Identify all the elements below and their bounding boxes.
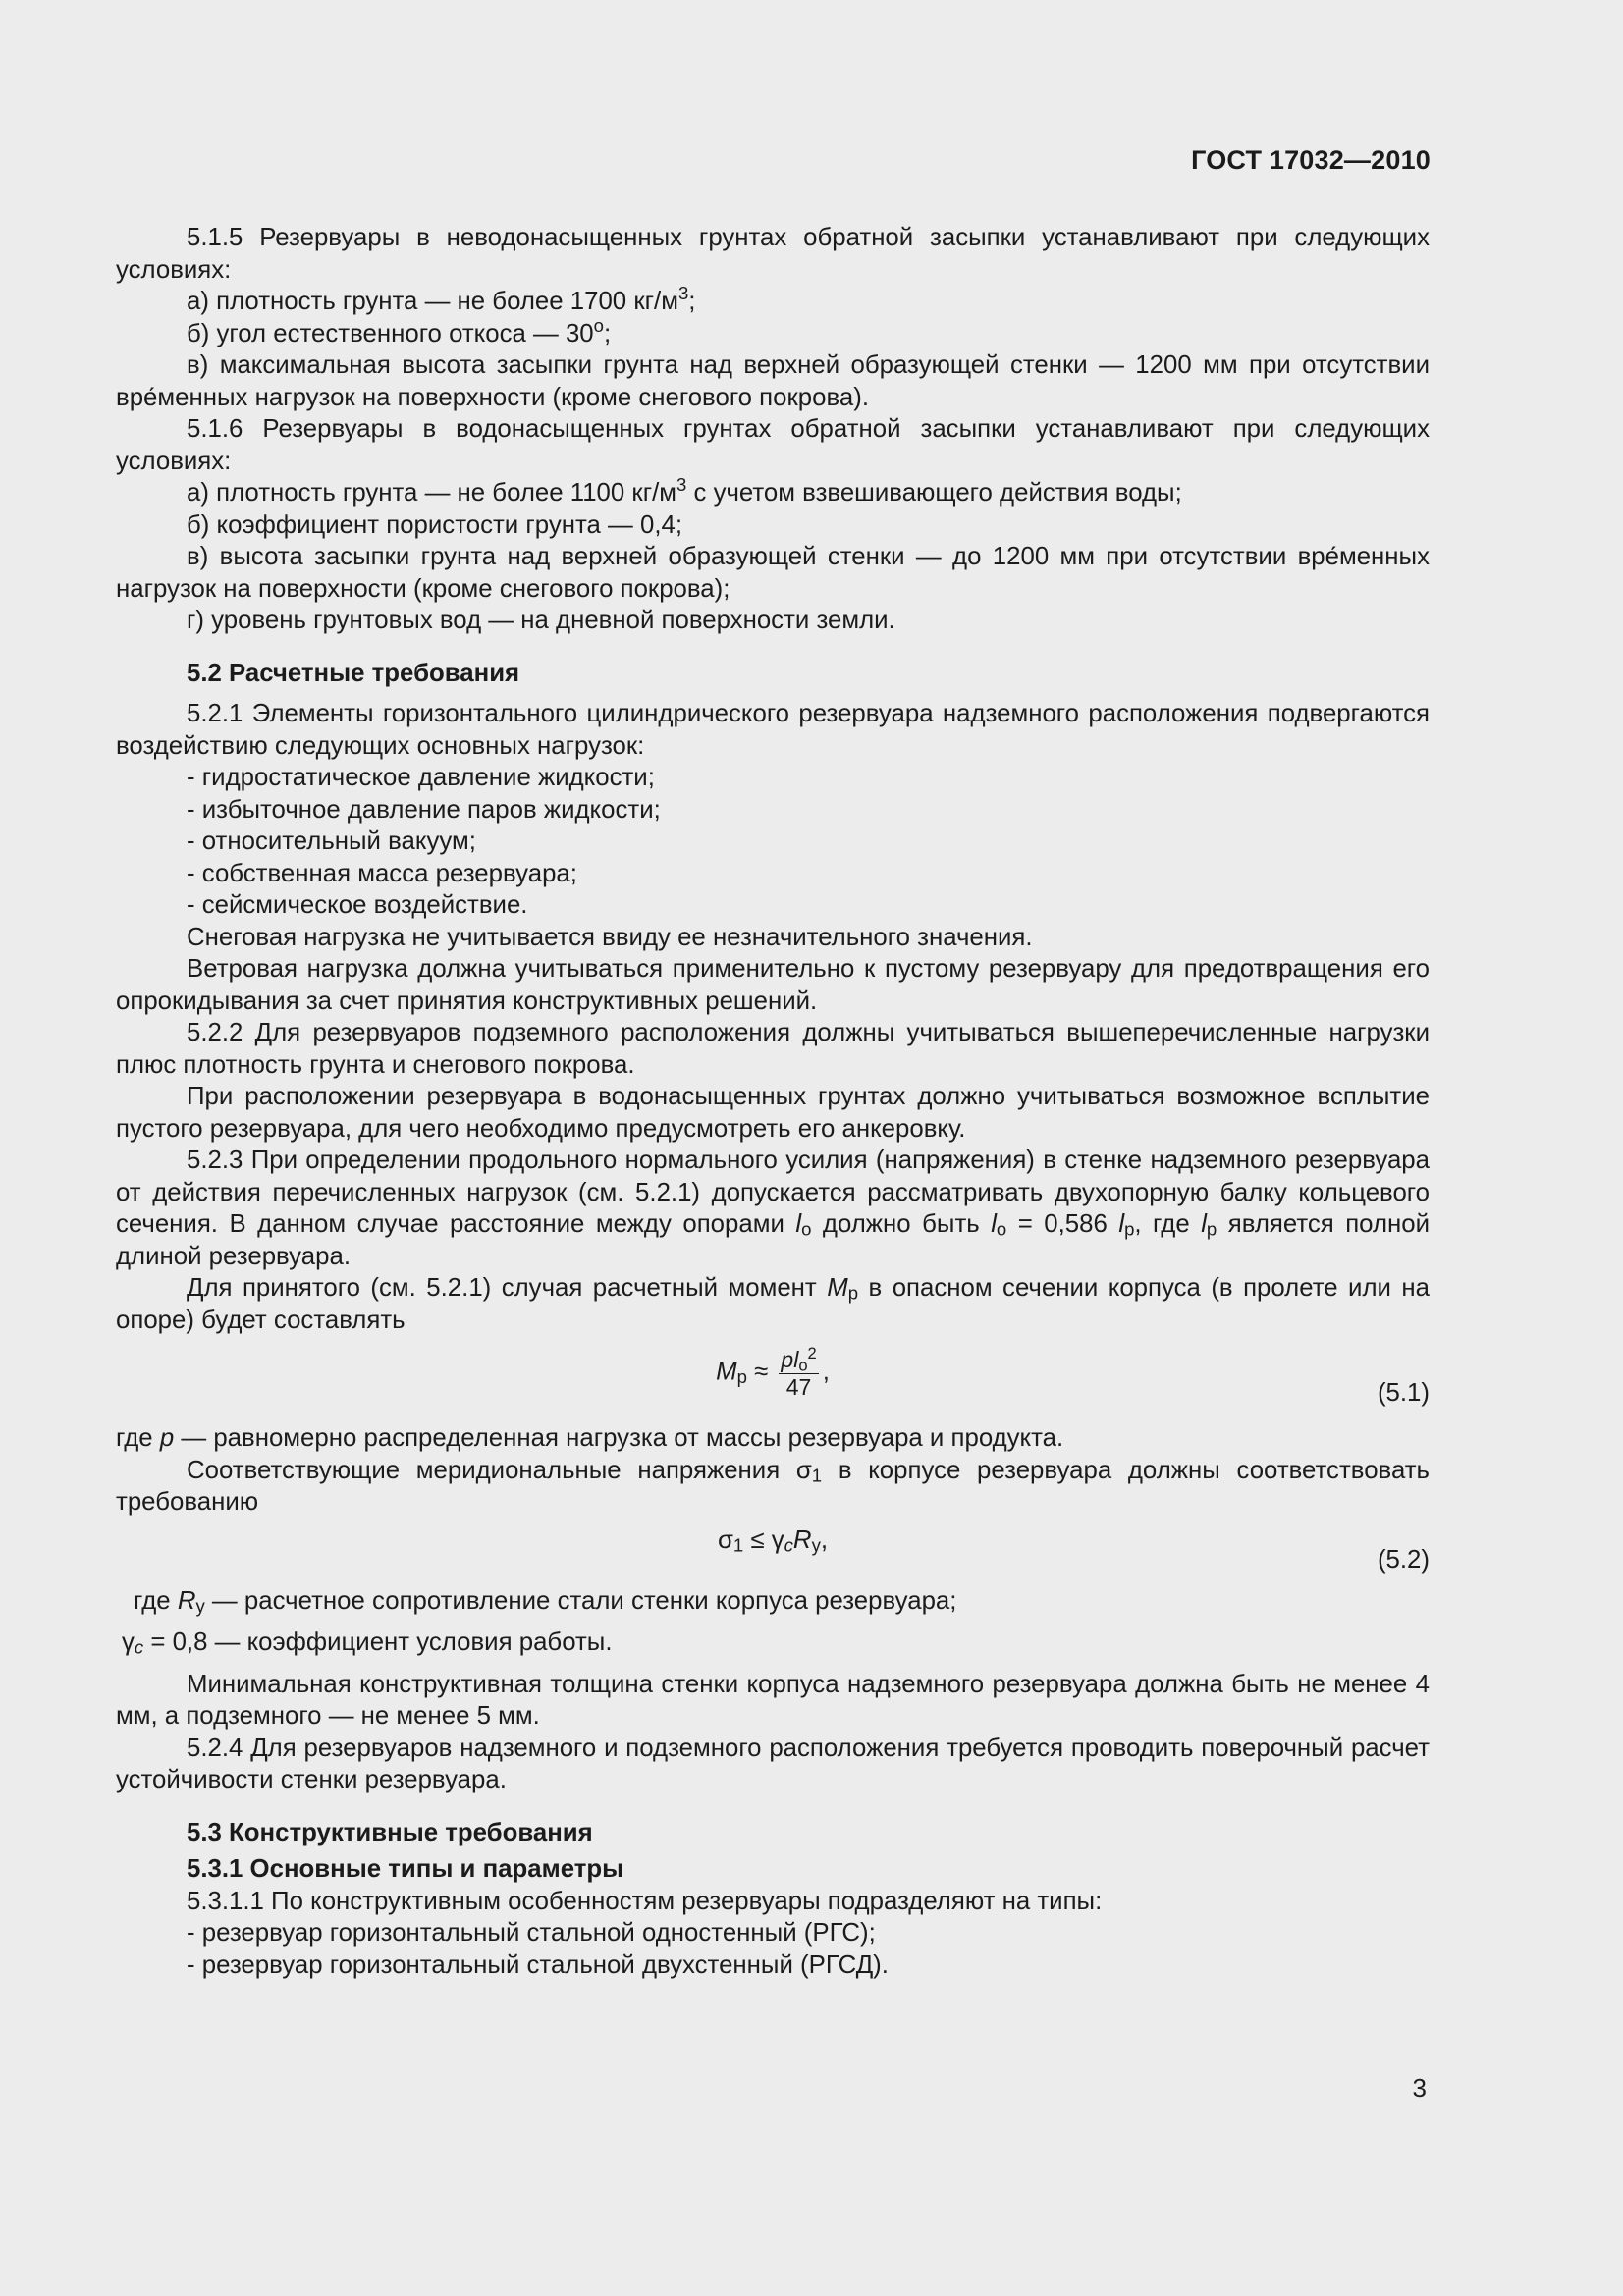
equation-body: $\sigma_1 \le \gamma_cR_y$,: [717, 1525, 829, 1556]
paragraph-floating: При расположении резервуара в водонасыщенных грунтах должно учитываться возможное всплытие пустого резервуара, для чего необходимо предусмотреть его анкеровку.: [116, 1083, 1430, 1143]
paragraph-where-R: где $R_y$ — расчетное сопротивление стали стенки корпуса резервуара;: [134, 1586, 957, 1617]
list-item: - резервуар горизонтальный стальной двухстенный (РГСД).: [187, 1950, 889, 1979]
paragraph-5-2-2: 5.2.2 Для резервуаров подземного расположения должны учитываться вышеперечисленные нагрузки плюс плотность грунта и снегового покрова.: [116, 1019, 1430, 1079]
equation-number: (5.2): [1377, 1545, 1430, 1574]
document-header: ГОСТ 17032—2010: [1191, 145, 1431, 175]
paragraph-5-2-4: 5.2.4 Для резервуаров надземного и подземного расположения требуется проводить поверочный расчет устойчивости стенки резервуара.: [116, 1734, 1430, 1793]
paragraph-5-1-5: 5.1.5 Резервуары в неводонасыщенных грунтах обратной засыпки устанавливают при следующих условиях:: [116, 224, 1430, 284]
equation-5-1: [116, 1342, 1430, 1415]
list-item: - резервуар горизонтальный стальной одностенный (РГС);: [187, 1919, 876, 1947]
list-item: - собственная масса резервуара;: [187, 859, 577, 887]
list-item: б) коэффициент пористости грунта — 0,4;: [187, 510, 683, 539]
paragraph-where-gamma: $\gamma_c = 0,8$ — коэффициент условия работы.: [122, 1629, 613, 1658]
equation-number: (5.1): [1377, 1379, 1430, 1407]
list-item: а) плотность грунта — не более 1100 $кг/м^3$ с учетом взвешивающего действия воды;: [187, 473, 1182, 507]
subsection-heading-5-3-1: 5.3.1 Основные типы и параметры: [187, 1855, 624, 1883]
paragraph-where-p: где p — равномерно распределенная нагрузка от массы резервуара и продукта.: [116, 1424, 1064, 1452]
paragraph-5-3-1-1: 5.3.1.1 По конструктивным особенностям резервуары подразделяют на типы:: [187, 1887, 1103, 1915]
paragraph-5-2-1: 5.2.1 Элементы горизонтального цилиндрического резервуара надземного расположения подвергаются воздействию следующих основных нагрузок:: [116, 700, 1430, 760]
paragraph-wind: Ветровая нагрузка должна учитываться применительно к пустому резервуару для предотвращения его опрокидывания за счет принятия конструктивных решений.: [116, 955, 1430, 1015]
list-item: а) плотность грунта — не более 1700 $кг/м^3$;: [187, 282, 696, 315]
fraction: $pl_о^2$ 47: [781, 1343, 817, 1400]
equation-body: $M_р$ ≈ $pl_о^2$ 47 ,: [716, 1343, 830, 1400]
paragraph-moment: Для принятого (см. 5.2.1) случая расчетный момент $M_р$ в опасном сечении корпуса (в пролете или на опоре) будет составлять: [116, 1274, 1430, 1334]
page-number: 3: [1412, 2073, 1427, 2103]
paragraph-min-thickness: Минимальная конструктивная толщина стенки корпуса надземного резервуара должна быть не менее 4 мм, а подземного — не менее 5 мм.: [116, 1670, 1430, 1730]
section-heading-5-2: 5.2 Расчетные требования: [187, 659, 520, 687]
list-item: г) уровень грунтовых вод — на дневной поверхности земли.: [187, 607, 895, 634]
document-body: [116, 222, 1430, 1981]
paragraph-snow: Снеговая нагрузка не учитывается ввиду ее незначительного значения.: [187, 923, 1033, 951]
list-item: - сейсмическое воздействие.: [187, 891, 528, 919]
paragraph-meridional: Соответствующие меридиональные напряжения $\sigma_1$ в корпусе резервуара должны соответствовать требованию: [116, 1456, 1430, 1516]
paragraph-5-1-6: 5.1.6 Резервуары в водонасыщенных грунтах обратной засыпки устанавливают при следующих условиях:: [116, 415, 1430, 475]
list-item: - относительный вакуум;: [187, 828, 476, 855]
list-item: в) максимальная высота засыпки грунта над верхней образующей стенки — 1200 мм при отсутствии вре́менных нагрузок на поверхности (кроме снегового покрова).: [116, 351, 1430, 411]
list-item: - гидростатическое давление жидкости;: [187, 764, 655, 791]
section-heading-5-3: 5.3 Конструктивные требования: [187, 1818, 593, 1846]
list-item: б) угол естественного откоса — $30^о$;: [187, 314, 612, 347]
paragraph-5-2-3: 5.2.3 При определении продольного нормального усилия (напряжения) в стенке надземного резервуара от действия перечисленных нагрузок (см. 5.2.1) допускается рассматривать двухопорную балку кольцевого сечения. В данном случае расстояние между опорами $l_о$ должно быть $l_о = 0,586$ $l_р$, где $l_р$ является полной длиной резервуара.: [116, 1147, 1431, 1270]
equation-5-2: [116, 1524, 1430, 1579]
list-item: в) высота засыпки грунта над верхней образующей стенки — до 1200 мм при отсутствии вре́менных нагрузок на поверхности (кроме снегового покрова);: [116, 543, 1430, 603]
list-item: - избыточное давление паров жидкости;: [187, 795, 661, 824]
